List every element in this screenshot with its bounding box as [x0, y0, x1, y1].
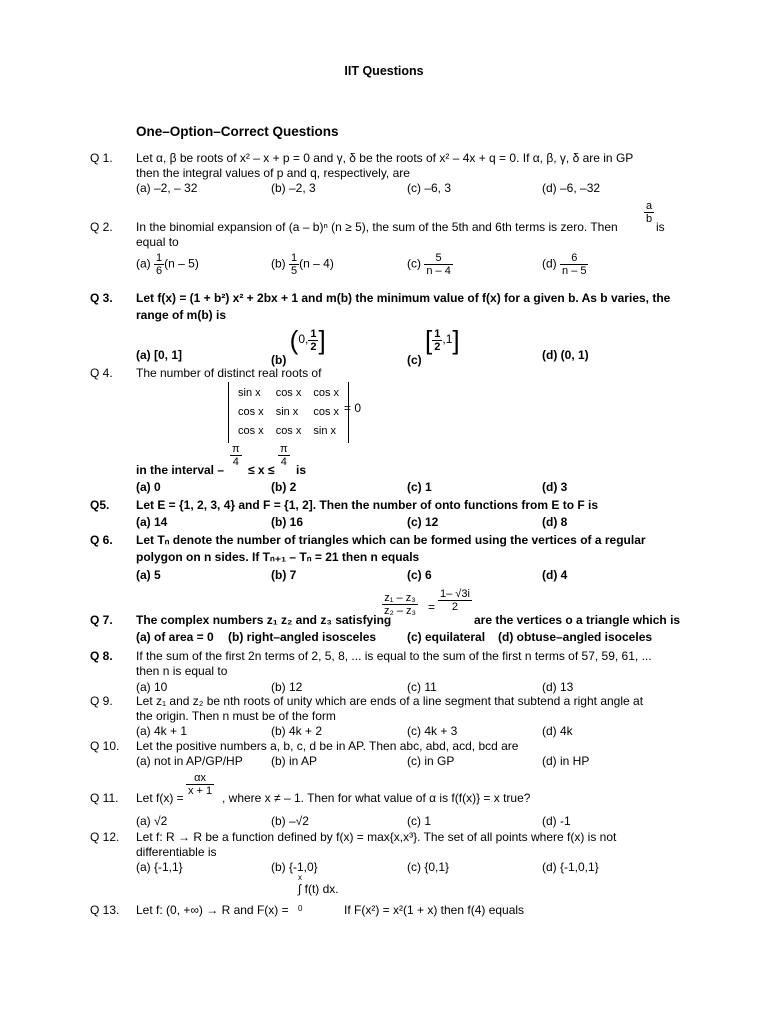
question-text-line2: equal to — [136, 235, 179, 249]
question-number: Q 13. — [90, 903, 120, 917]
question-text-line1: In the binomial expansion of (a – b)ⁿ (n ≥ 5), the sum of the 5th and 6th terms is zero. Then — [136, 220, 618, 234]
equals-sign: = — [428, 600, 436, 614]
option-d: (d) {-1,0,1} — [542, 860, 599, 874]
question-10 — [90, 739, 680, 769]
option-b: (b) –2, 3 — [271, 181, 316, 195]
is-word: is — [656, 220, 665, 234]
fraction-root: $\frac{1- √3i}{2}$ — [440, 588, 470, 613]
determinant-equals: = 0 — [344, 401, 362, 415]
question-1 — [90, 151, 680, 196]
question-9 — [90, 694, 680, 739]
question-4-interval — [90, 443, 680, 498]
question-2 — [90, 200, 680, 290]
question-text-line1: Let f(x) = (1 + b²) x² + 2bx + 1 and m(b) the minimum value of f(x) for a given b. As b varies, the — [136, 291, 671, 305]
question-text-post: If F(x²) = x²(1 + x) then f(4) equals — [344, 903, 525, 917]
question-6 — [90, 533, 680, 585]
question-number: Q 10. — [90, 739, 120, 753]
fraction-z: $\frac{\text{z₁ – z₃}}{\text{z₂ – z₃}}$ — [384, 592, 416, 617]
question-text-line2: then n is equal to — [136, 664, 228, 678]
question-number: Q 4. — [90, 366, 113, 380]
option-b: (b) 2 — [271, 480, 297, 494]
option-a: (a) [0, 1] — [136, 348, 183, 362]
option-a: (a) {-1,1} — [136, 860, 183, 874]
option-b: (b) {-1,0} — [271, 860, 318, 874]
option-b: (b) 4k + 2 — [271, 724, 323, 738]
option-a: (a) 5 — [136, 568, 161, 582]
option-b: (b) right–angled isosceles — [228, 630, 377, 644]
question-text-pre: Let f(x) = — [136, 791, 184, 805]
question-number: Q 3. — [90, 291, 113, 305]
question-text-line1: Let Tₙ denote the number of triangles which can be formed using the vertices of a regular — [136, 533, 646, 547]
question-text-line2: the origin. Then n must be of the form — [136, 709, 336, 723]
option-d: (d) in HP — [542, 754, 590, 768]
option-a: (a) $\frac{1}{6}$ (n – 5) — [136, 252, 199, 277]
option-a: (a) 14 — [136, 515, 168, 529]
question-4 — [90, 366, 680, 386]
question-3 — [90, 291, 680, 366]
option-b: (b) –√2 — [271, 814, 309, 828]
question-number: Q 6. — [90, 533, 113, 547]
question-number: Q5. — [90, 498, 110, 512]
question-number: Q 8. — [90, 649, 113, 663]
section-heading: One–Option–Correct Questions — [136, 124, 339, 139]
option-b: (b) (0, $\frac{1}{2}$ ] — [271, 325, 326, 368]
option-a: (a) 10 — [136, 680, 168, 694]
question-text-pre: The complex numbers z₁ z₂ and z₃ satisfying — [136, 613, 392, 627]
question-number: Q 11. — [90, 791, 119, 805]
option-a: (a) 0 — [136, 480, 161, 494]
fraction-alpha-x: $\frac{\alpha x}{x + 1}$ — [188, 772, 213, 797]
inequality-text: ≤ x ≤ — [248, 463, 275, 477]
question-text-line2: differentiable is — [136, 845, 217, 859]
option-d: (d) 3 — [542, 480, 568, 494]
option-c: (c) [ $\frac{1}{2}$ ,1] — [407, 325, 460, 368]
integral-lower-limit: 0 — [298, 904, 303, 913]
question-text-line1: Let E = {1, 2, 3, 4} and F = {1, 2]. Then the number of onto functions from E to F is — [136, 498, 599, 512]
question-text-line1: The number of distinct real roots of — [136, 366, 322, 380]
option-c: (c) –6, 3 — [407, 181, 452, 195]
integral-expression: ∫ f(t) dx. — [298, 882, 339, 896]
option-a: (a) 4k + 1 — [136, 724, 188, 738]
question-number: Q 1. — [90, 151, 113, 165]
question-11 — [90, 770, 680, 828]
question-7 — [90, 586, 680, 646]
option-d: (d) obtuse–angled isoceles — [498, 630, 653, 644]
question-text-post: , where x ≠ – 1. Then for what value of α is f(f(x)} = x true? — [222, 791, 531, 805]
option-b: (b) 16 — [271, 515, 304, 529]
determinant: sin x cos x cos x cos x sin x cos x cos x cos x sin x — [228, 382, 349, 443]
option-c: (c) 1 — [407, 814, 431, 828]
option-d: (d) 4k — [542, 724, 573, 738]
option-d: (d) 13 — [542, 680, 574, 694]
question-5 — [90, 498, 680, 532]
option-c: (c) 6 — [407, 568, 432, 582]
option-c: (c) 11 — [407, 680, 437, 694]
question-text-line2: polygon on n sides. If Tₙ₊₁ – Tₙ = 21 then n equals — [136, 550, 420, 564]
option-a: (a) –2, – 32 — [136, 181, 198, 195]
option-d: (d) $\frac{6}{n - 5}$ — [542, 252, 587, 277]
option-d: (d) (0, 1) — [542, 348, 589, 362]
question-12 — [90, 830, 680, 875]
option-d: (d) 4 — [542, 568, 568, 582]
question-text-line1: Let z₁ and z₂ be nth roots of unity which are ends of a line segment that subtend a right angle at — [136, 694, 644, 708]
question-number: Q 7. — [90, 613, 113, 627]
integral-upper-limit: x — [298, 873, 302, 882]
question-text-line2: then the integral values of p and q, respectively, are — [136, 166, 410, 180]
is-word: is — [296, 463, 307, 477]
option-b: (b) 7 — [271, 568, 297, 582]
option-c: (c) {0,1} — [407, 860, 450, 874]
fraction-pi-over-4: $\frac{\pi}{4}$ — [280, 443, 288, 468]
option-b: (b) 12 — [271, 680, 303, 694]
option-c: (c) in GP — [407, 754, 455, 768]
question-text-pre: Let f: (0, +∞) → R and F(x) = — [136, 903, 289, 917]
question-13 — [90, 874, 680, 919]
page-title: IIT Questions — [344, 64, 424, 78]
option-c: (c) 4k + 3 — [407, 724, 458, 738]
fraction-pi-over-4: $\frac{\pi}{4}$ — [232, 443, 240, 468]
option-a: (a) of area = 0 — [136, 630, 214, 644]
option-c: (c) 1 — [407, 480, 432, 494]
question-number: Q 12. — [90, 830, 120, 844]
interval-text: in the interval – — [136, 463, 225, 477]
option-b: (b) $\frac{1}{5}$ (n – 4) — [271, 252, 334, 277]
option-b: (b) in AP — [271, 754, 318, 768]
option-c: (c) equilateral — [407, 630, 486, 644]
question-number: Q 9. — [90, 694, 113, 708]
question-text-post: are the vertices o a triangle which is — [474, 613, 681, 627]
question-text-line1: If the sum of the first 2n terms of 2, 5, 8, ... is equal to the sum of the first n terms of 57, 59, 61, ... — [136, 649, 652, 663]
option-c: (c) 12 — [407, 515, 439, 529]
question-text-line1: Let f: R → R be a function defined by f(x) = max{x,x³}. The set of all points where f(x) is not — [136, 830, 617, 844]
option-a: (a) √2 — [136, 814, 168, 828]
question-text-line1: Let α, β be roots of x² – x + p = 0 and γ, δ be the roots of x² – 4x + q = 0. If α, β, γ, δ are in GP — [136, 151, 634, 165]
option-d: (d) –6, –32 — [542, 181, 601, 195]
question-text-line1: Let the positive numbers a, b, c, d be in AP. Then abc, abd, acd, bcd are — [136, 739, 519, 753]
option-c: (c) $\frac{5}{n - 4}$ — [407, 252, 451, 277]
option-a: (a) not in AP/GP/HP — [136, 754, 243, 768]
fraction-a-over-b: $\frac{a}{b}$ — [646, 200, 653, 225]
question-text-line2: range of m(b) is — [136, 308, 227, 322]
question-8 — [90, 649, 680, 694]
option-d: (d) 8 — [542, 515, 568, 529]
option-d: (d) -1 — [542, 814, 571, 828]
question-number: Q 2. — [90, 220, 113, 234]
